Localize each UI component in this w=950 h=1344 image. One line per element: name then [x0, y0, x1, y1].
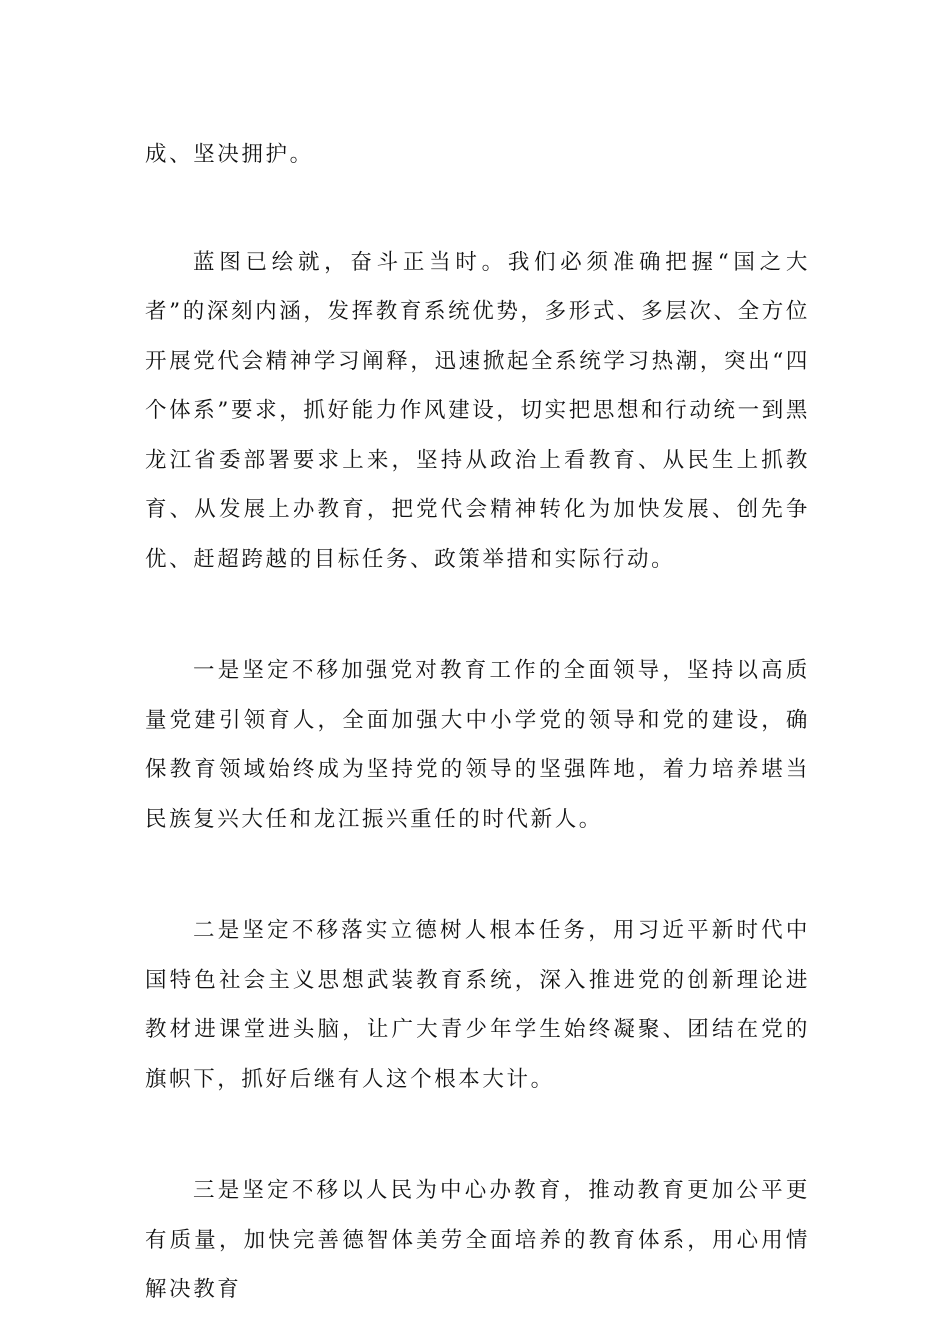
- paragraph-continuation: 成、坚决拥护。: [145, 142, 314, 167]
- document-body: [145, 130, 810, 1315]
- paragraph-blueprint: 蓝图已绘就，奋斗正当时。我们必须准确把握“国之大者”的深刻内涵，发挥教育系统优势，多形式、多层次、全方位开展党代会精神学习阐释，迅速掀起全系统学习热潮，突出“四个体系”要求，抓好能力作风建设，切实把思想和行动统一到黑龙江省委部署要求上来，坚持从政治上看教育、从民生上抓教育、从发展上办教育，把党代会精神转化为加快发展、创先争优、赶超跨越的目标任务、政策举措和实际行动。: [145, 249, 810, 572]
- paragraph-point-three: 三是坚定不移以人民为中心办教育，推动教育更加公平更有质量，加快完善德智体美劳全面培养的教育体系，用心用情解决教育: [145, 1178, 810, 1302]
- paragraph-point-one: 一是坚定不移加强党对教育工作的全面领导，坚持以高质量党建引领育人，全面加强大中小学党的领导和党的建设，确保教育领域始终成为坚持党的领导的坚强阵地，着力培养堪当民族复兴大任和龙江振兴重任的时代新人。: [145, 658, 810, 832]
- paragraph-point-two: 二是坚定不移落实立德树人根本任务，用习近平新时代中国特色社会主义思想武装教育系统，深入推进党的创新理论进教材进课堂进头脑，让广大青少年学生始终凝聚、团结在党的旗帜下，抓好后继有人这个根本大计。: [145, 918, 810, 1092]
